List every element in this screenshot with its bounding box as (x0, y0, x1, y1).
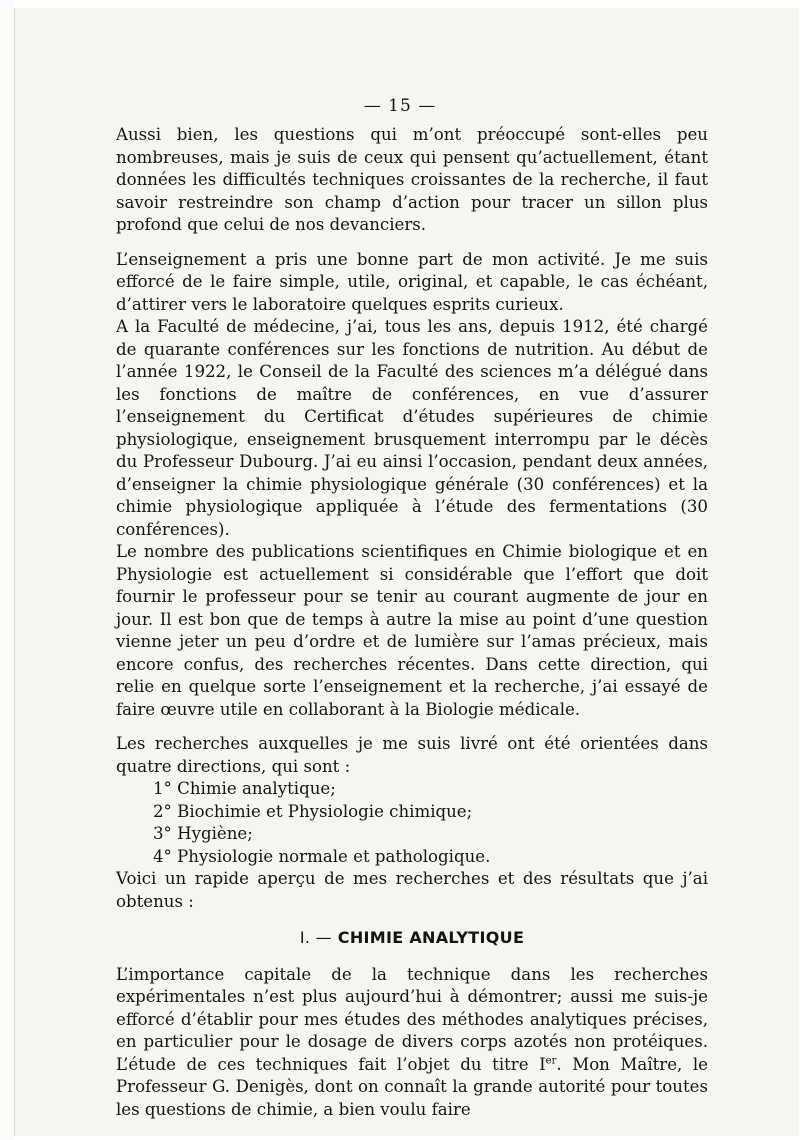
section-numeral: I. — (299, 928, 332, 947)
scan-margin (0, 0, 14, 1140)
paragraph-intro: Aussi bien, les questions qui m’ont préoccupé sont-elles peu nombreuses, mais je suis de ceux qui pensent qu’actuellement, étant données les difficultés techniques croissantes de la recherche, il faut savoir restreindre son champ d’action pour tracer un sillon plus profond que celui de nos devanciers. (116, 125, 708, 234)
section-heading (116, 927, 708, 950)
paragraph-directions: Les recherches auxquelles je me suis livré ont été orientées dans quatre directions, qui sont : (116, 734, 708, 776)
paragraph-technique (116, 964, 708, 1122)
paragraph-technique-part1: L’importance capitale de la technique dans les recherches expérimentales n’est plus aujourd’hui à démontrer; aussi me suis-je efforcé d’établir pour mes études des méthodes analytiques précises, en particulier pour le dosage de divers corps azotés non protéiques. L’étude de ces techniques fait l’objet du titre I (116, 964, 708, 1074)
paragraph-publications: Le nombre des publications scientifiques en Chimie biologique et en Physiologie est actuellement si considérable que l’effort que doit fournir le professeur pour se tenir au courant augmente de jour en jour. Il est bon que de temps à autre la mise au point d’une question vienne jeter un peu d’ordre et de lumière sur l’amas précieux, mais encore confus, des recherches récentes. Dans cette direction, qui relie en quelque sorte l’enseignement et la recherche, j’ai essayé de faire œuvre utile en collaborant à la Biologie médicale. (116, 542, 708, 719)
superscript-er: er (545, 1054, 557, 1066)
paragraph-teaching: L’enseignement a pris une bonne part de mon activité. Je me suis efforcé de le faire simple, utile, original, et capable, le cas échéant, d’attirer vers le laboratoire quelques esprits curieux. (116, 249, 708, 314)
paragraph-technique-part2: . Mon Maître, le Professeur G. Denigès, dont on connaît la grande autorité pour toutes les questions de chimie, a bien voulu faire (116, 1054, 708, 1119)
list-item: 2° Biochimie et Physiologie chimique; (153, 801, 473, 821)
paragraph-overview: Voici un rapide aperçu de mes recherches et des résultats que j’ai obtenus : (116, 869, 708, 911)
paragraph-faculty: A la Faculté de médecine, j’ai, tous les ans, depuis 1912, été chargé de quarante conférences sur les fonctions de nutrition. Au début de l’année 1922, le Conseil de la Faculté des sciences m’a délégué dans les fonctions de maître de conférences, en vue d’assurer l’enseignement du Certificat d’études supérieures de chimie physiologique, enseignement brusquement interrompu par le décès du Professeur Dubourg. J’ai eu ainsi l’occasion, pendant deux années, d’enseigner la chimie physiologique générale (30 conférences) et la chimie physiologique appliquée à l’étude des fermentations (30 conférences). (116, 317, 708, 539)
section-title: CHIMIE ANALYTIQUE (337, 928, 525, 947)
list-item: 1° Chimie analytique; (153, 779, 336, 798)
list-item: 3° Hygiène; (153, 824, 253, 843)
directions-list (116, 778, 708, 868)
page-number: — 15 — (363, 96, 437, 116)
list-item: 4° Physiologie normale et pathologique. (153, 846, 491, 866)
body-text (116, 124, 708, 1121)
